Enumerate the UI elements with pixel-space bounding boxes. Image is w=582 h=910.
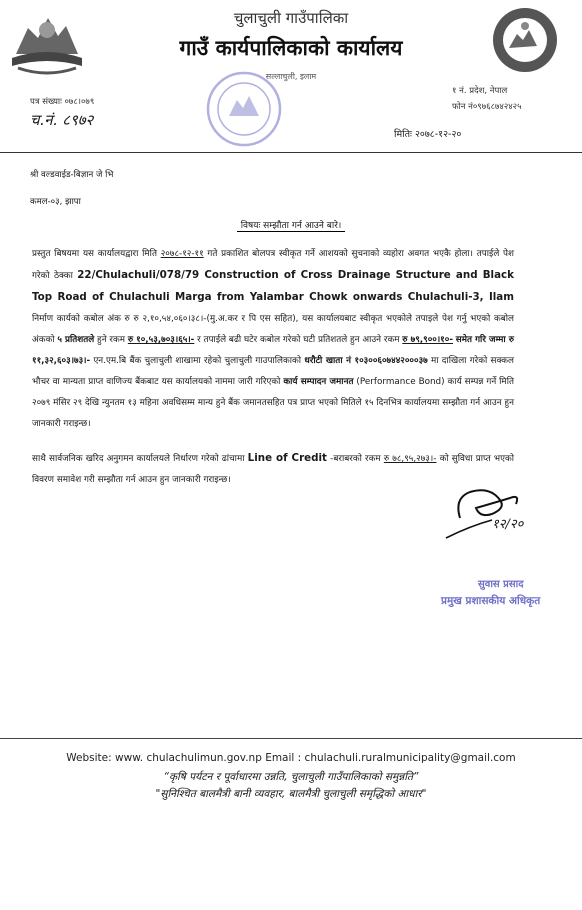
signatory-title: प्रमुख प्रशासकीय अधिकृत <box>441 595 541 607</box>
footer-website: Website: www. chulachulimun.gov.np Email : chulachuli.ruralmunicipality@gmail.com <box>66 752 516 764</box>
signatory-name: सुवास प्रसाद <box>478 579 524 590</box>
recipient-address: कमल-०३, झापा <box>30 197 81 207</box>
letter-subject <box>0 218 582 231</box>
recipient-name: श्री वल्डवाईड-बिज्ञान जे भि <box>30 170 114 180</box>
office-location: सल्लाचुली, इलाम <box>265 72 317 81</box>
footer-slogan-2: "सुनिश्चित बालमैत्री बानी व्यवहार, बालमैत्री चुलाचुली समृद्धिको आधार" <box>155 788 427 800</box>
office-name: गाउँ कार्यपालिकाको कार्यालय <box>179 36 403 60</box>
letter-date: मितिः २०७८-१२-२० <box>394 129 462 140</box>
phone: फोन नं०९७६८७४२४२५ <box>452 102 522 112</box>
header-divider <box>0 152 582 153</box>
office-stamp <box>205 70 283 148</box>
body-paragraph-2: साथै सार्वजनिक खरिद अनुगमन कार्यालयले निर्धारण गरेको ढांचामा Line of Credit -बराबरको रकम रु ७८,९५,२७३।- को सुविधा प्राप्त भएको विवरण समावेश गरी सम्झौता गर्न आउन हुन जानकारी गराइन्छ। <box>32 452 515 485</box>
letter-number: पत्र संख्याः ०७८।०७९ <box>30 97 95 107</box>
footer-divider <box>0 738 582 739</box>
province: १ नं. प्रदेश, नेपाल <box>452 86 508 96</box>
footer-slogan-1: “कृषि पर्यटन र पूर्वाधारमा उन्नति, चुलाचुली गाउँपालिकाको समुन्नति” <box>163 771 419 783</box>
signature-date: १२/२० <box>492 517 524 532</box>
subject-text: विषयः सम्झौता गर्न आउने बारे। <box>237 221 346 232</box>
dispatch-number: च.नं. ८९७२ <box>30 111 94 129</box>
body-paragraph-1: प्रस्तुत बिषयमा यस कार्यालयद्वारा मिति २०७८-१२-११ गते प्रकाशित बोलपत्र स्वीकृत गर्ने आशयको सुचनाको व्यहोरा अवगत भएकै होला। तपाईले पेश गरेको ठेक्का 22/Chulachuli/078/79 Construction of Cross Drainage Structure and Black Top Road of Chulachuli Marga from Yalambar Chowk onwards Chulachuli-3, Ilam निर्माण कार्यको कबोल अंक रु रु २,१०,५४,०६०।३८।-(मु.अ.कर र पि एस सहित), यस कार्यालयबाट स्वीकृत भएकोले तपाइले पेश गर्नु भएको कबोल अंकको ५ प्रतिशतले हुने रकम रु १०,५३,७०३।६५।- र तपाईले बढी घटेर कबोल गरेको घटी प्रतिशतले हुन आउने रकम रु ७९,९००।१०- समेत गरि जम्मा रु ११,३२,६०३।७३।- एन.एम.बि बैंक चुलाचुली शाखामा रहेको चुलाचुली गाउपालिकाको धरौटी खाता नं १०३००६०७४४२०००३७ मा दाखिला गरेको सक्कल भौचर वा मान्यता प्राप्त वाणिज्य बैंकबाट यस कार्यालयको नाममा जारी गरिएको कार्य सम्पादन जमानत (Performance Bond) कार्य सम्पन्न गर्ने मिति २०७९ मंसिर २९ देखि न्युनतम १३ महिना अवधिसम्म मान्य हुने बैंक जमानतसहित पत्र प्राप्त भएको मितिले १५ दिनभित्र कार्यालयमा सम्झौता गर्न आउन हुन जानकारी गराइन्छ। <box>32 249 515 429</box>
municipality-seal <box>491 6 559 74</box>
municipality-name: चुलाचुली गाउँपालिका <box>233 9 349 27</box>
